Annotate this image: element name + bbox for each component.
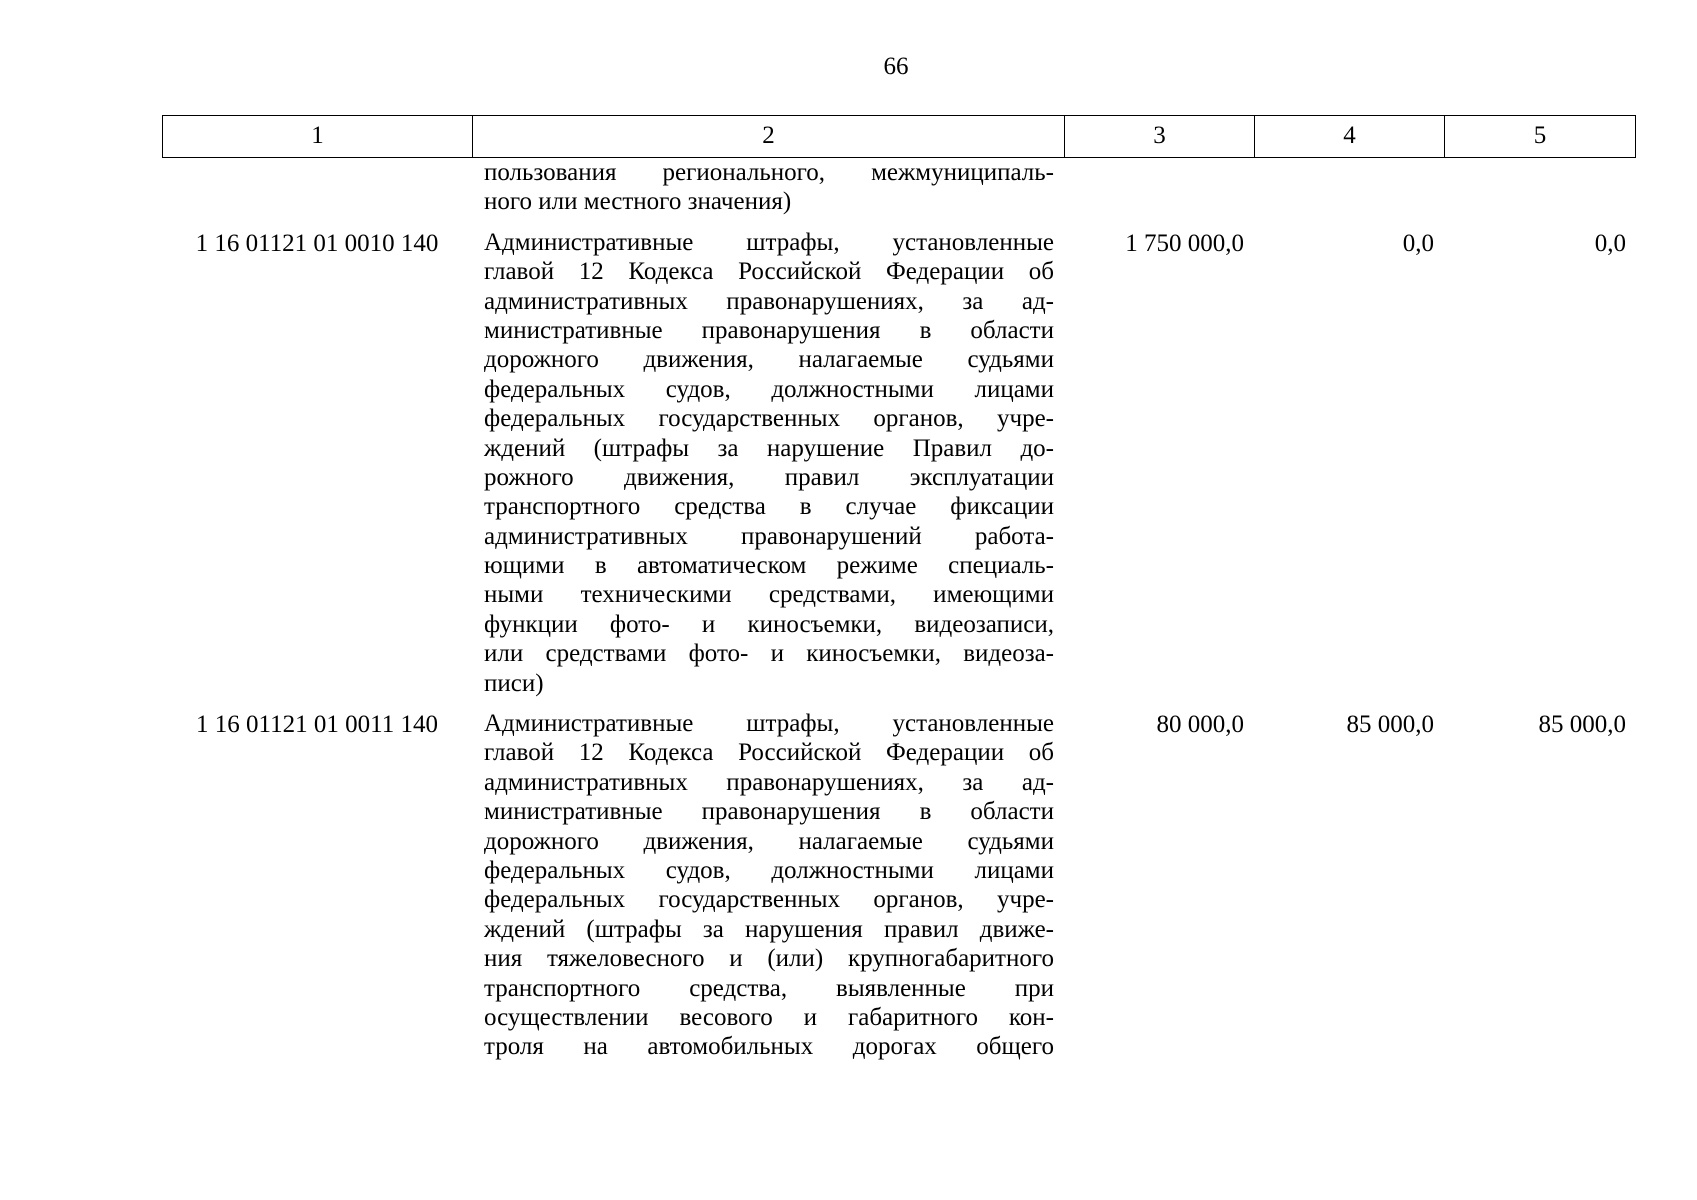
description-line: министративные правонарушения в области <box>484 316 1054 344</box>
page-number: 66 <box>883 53 909 80</box>
description-line: главой 12 Кодекса Российской Федерации об <box>484 739 1054 767</box>
continuation-code-cell <box>162 158 472 217</box>
value-col5: 85 000,0 <box>1538 711 1626 739</box>
row-description <box>472 228 1064 698</box>
description-line: писи) <box>484 669 544 697</box>
budget-code: 1 16 01121 01 0010 140 <box>195 229 439 257</box>
value-col5: 0,0 <box>1594 229 1626 257</box>
description-line: ющими в автоматическом режиме специаль- <box>484 552 1054 580</box>
table-row <box>162 228 1636 698</box>
description-line: троля на автомобильных дорогах общего <box>484 1033 1054 1061</box>
description-line: административных правонарушениях, за ад- <box>484 768 1054 796</box>
description-line: ния тяжеловесного и (или) крупногабаритного <box>484 945 1054 973</box>
description-line: пользования регионального, межмуниципаль- <box>484 159 1054 186</box>
description-line: главой 12 Кодекса Российской Федерации об <box>484 258 1054 286</box>
table-body <box>162 158 1636 1062</box>
value-col3: 80 000,0 <box>1156 711 1244 739</box>
description-line: федеральных судов, должностными лицами <box>484 856 1054 884</box>
column-header-5: 5 <box>1533 121 1547 149</box>
description-line: министративные правонарушения в области <box>484 798 1054 826</box>
description-line: дорожного движения, налагаемые судьями <box>484 827 1054 855</box>
description-line: ного или местного значения) <box>484 188 792 216</box>
column-header-3: 3 <box>1065 116 1255 157</box>
table-row <box>162 709 1636 1062</box>
description-line: Административные штрафы, установленные <box>484 228 1054 256</box>
description-line: функции фото- и киносъемки, видеозаписи, <box>484 610 1054 638</box>
column-header-1: 1 <box>163 116 473 157</box>
description-line: транспортного средства, выявленные при <box>484 974 1054 1002</box>
description-line: федеральных государственных органов, учре- <box>484 886 1054 914</box>
description-line: ными техническими средствами, имеющими <box>484 581 1054 609</box>
column-header-2: 2 <box>473 116 1065 157</box>
description-line: дорожного движения, налагаемые судьями <box>484 346 1054 374</box>
description-line: ждений (штрафы за нарушения правил движе- <box>484 915 1054 943</box>
description-line: административных правонарушениях, за ад- <box>484 287 1054 315</box>
description-line: или средствами фото- и киносъемки, видеоза- <box>484 640 1054 668</box>
continuation-row <box>162 158 1636 217</box>
description-line: Административные штрафы, установленные <box>484 710 1054 738</box>
value-col3: 1 750 000,0 <box>1125 229 1244 257</box>
continuation-description <box>472 158 1064 217</box>
description-line: федеральных государственных органов, учре- <box>484 405 1054 433</box>
description-line: рожного движения, правил эксплуатации <box>484 463 1054 491</box>
table-header-row <box>162 115 1636 158</box>
value-col4: 0,0 <box>1402 229 1434 257</box>
description-line: осуществлении весового и габаритного кон- <box>484 1003 1054 1031</box>
description-line: транспортного средства в случае фиксации <box>484 493 1054 521</box>
value-col4: 85 000,0 <box>1346 711 1434 739</box>
description-line: федеральных судов, должностными лицами <box>484 375 1054 403</box>
description-line: ждений (штрафы за нарушение Правил до- <box>484 434 1054 462</box>
row-description <box>472 709 1064 1062</box>
description-line: административных правонарушений работа- <box>484 522 1054 550</box>
column-header-4: 4 <box>1255 116 1445 157</box>
budget-code: 1 16 01121 01 0011 140 <box>196 711 438 739</box>
